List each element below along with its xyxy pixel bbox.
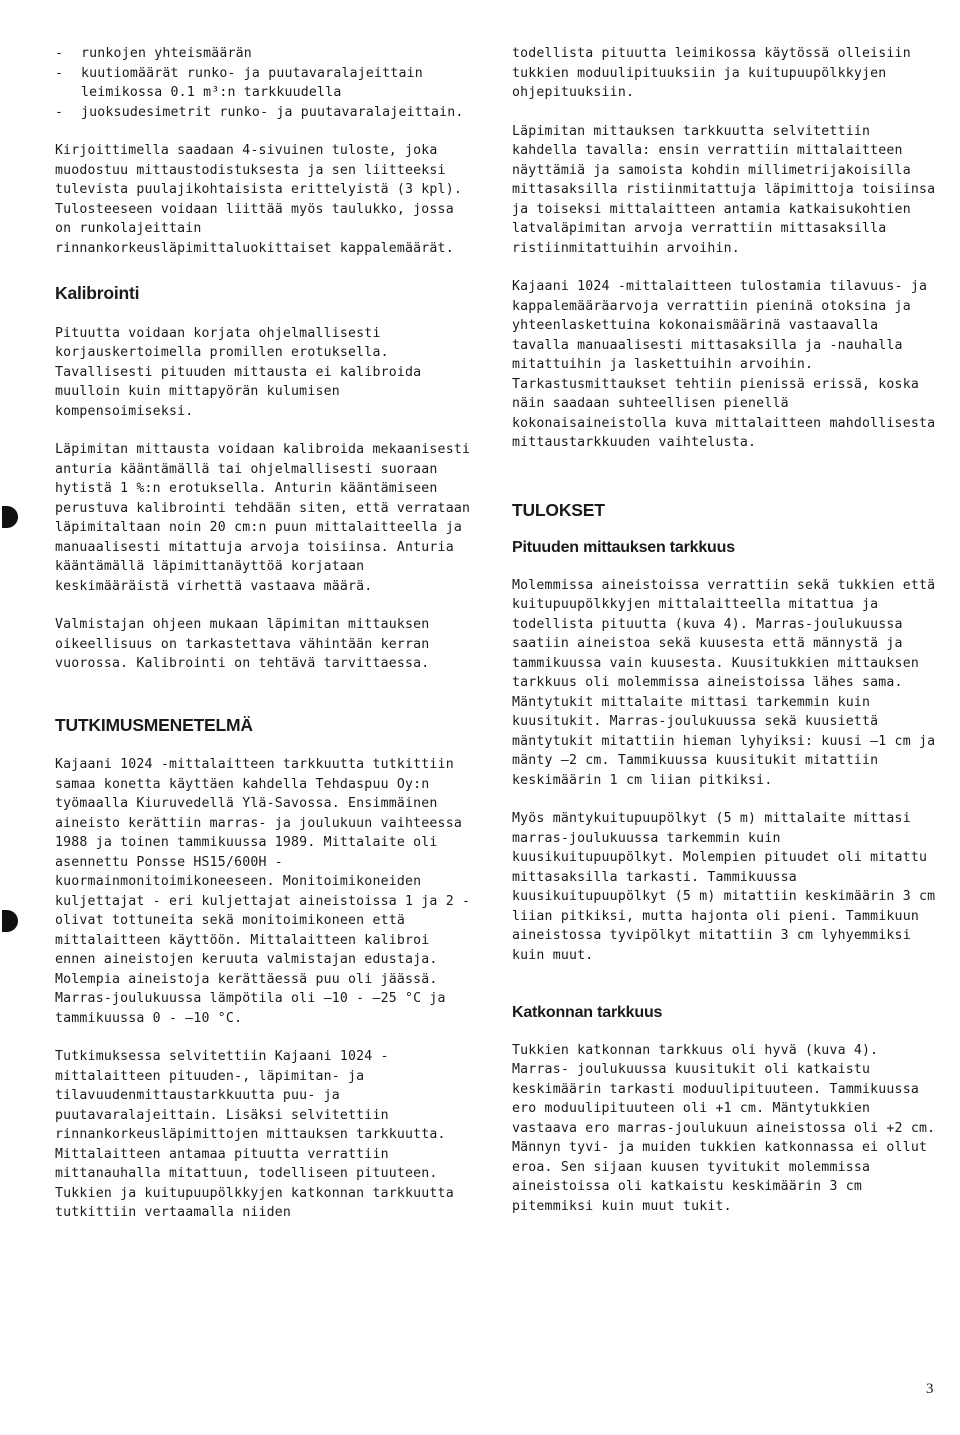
- paragraph-length-results: Molemmissa aineistoissa verrattiin sekä tukkien että kuitupuupölkkyjen mittalaitteella mitattua ja todellista pituutta (kuva 4). Marras-joulukuussa saatiin aineistoa sekä kuusesta että männystä ja tammikuussa vain kuusesta. Kuusitukkien mittauksen tarkkuus oli molemmissa aineistoissa lähes sama. Mäntytukit mittalaite mittasi tarkemmin kuin kuusitukit. Marras-joulukuussa sekä kuusiettä mäntytukit mitattiin hieman lyhyiksi: kuusi —1 cm ja mänty —2 cm. Tammikuussa kuusitukit mitattiin keskimäärin 1 cm liian pitkiksi.: [512, 577, 936, 788]
- paragraph-study-scope: Tutkimuksessa selvitettiin Kajaani 1024 -mittalaitteen pituuden-, läpimitan- ja tilavuudenmittaustarkkuutta puu- ja puutavaralajeittain. Lisäksi selvitettiin rinnankorkeusläpimittojen mittauksen tarkkuutta. Mittalaitteen antamaa pituutta verrattiin mittanauhalla mitattuun, todelliseen pituuteen. Tukkien ja kuitupuupölkkyjen katkonnan tarkkuutta tutkittiin vertaamalla niiden: [55, 1049, 454, 1220]
- paragraph-length-calibration: Pituutta voidaan korjata ohjelmallisesti korjauskertoimella promillen erotuksella. Tavallisesti pituuden mittausta ei kalibroida muulloin kuin mittapyörän kulumisen kompensoimiseksi.: [55, 325, 422, 419]
- heading-kalibrointi: Kalibrointi: [55, 283, 140, 303]
- heading-pituuden-tarkkuus: Pituuden mittauksen tarkkuus: [512, 539, 735, 556]
- list-item: - kuutiomäärät runko- ja puutavaralajeittain leimikossa 0.1 m³:n tarkkuudella: [55, 64, 475, 103]
- list-item: - runkojen yhteismäärän: [55, 44, 475, 64]
- left-column: [55, 44, 475, 1242]
- paragraph-pulpwood-results: Myös mäntykuitupuupölkyt (5 m) mittalaite mittasi marras-joulukuussa tarkemmin kuin kuusikuitupuupölkyt. Molempien pituudet oli mitattu mittasaksilla tarkasti. Tammikuussa kuusikuitupuupölkyt (5 m) mitattiin keskimäärin 3 cm liian pitkiksi, mutta hajonta oli pieni. Tammikuun aineistossa tyvipölkyt mitattiin 3 cm lyhyemmiksi kuin muut.: [512, 811, 936, 963]
- heading-tulokset: TULOKSET: [512, 499, 605, 520]
- page-number: 3: [926, 1381, 934, 1397]
- heading-katkonnan-tarkkuus: Katkonnan tarkkuus: [512, 1004, 663, 1021]
- paragraph-volume-method: Kajaani 1024 -mittalaitteen tulostamia tilavuus- ja kappalemääräarvoja verrattiin pieninä otoksina ja yhteenlaskettuina kokonaismäärinä vastaavalla tavalla manuaalisesti mittasaksilla ja -nauhalla mitattuihin ja laskettuihin arvoihin. Tarkastusmittaukset tehtiin pienissä erissä, koska näin saadaan suhteellisen pienellä kokonaisaineistolla kuva mittalaitteen mahdollisesta mittaustarkkuuden vaihtelusta.: [512, 279, 936, 450]
- bullet-list: [55, 44, 475, 122]
- right-column: [512, 44, 940, 1235]
- heading-tutkimusmenetelma: TUTKIMUSMENETELMÄ: [55, 714, 253, 735]
- paragraph-bucking-results: Tukkien katkonnan tarkkuus oli hyvä (kuva 4). Marras- joulukuussa kuusitukit oli katkaistu keskimäärin tarkasti moduulipituuteen. Tammikuussa ero moduulipituuteen oli +1 cm. Mäntytukkien vastaava ero marras-joulukuun aineistossa oli +2 cm. Männyn tyvi- ja muiden tukkien katkonnassa ei ollut eroa. Sen sijaan kuusen tyvitukit molemmissa aineistoissa oli katkaistu keskimäärin 3 cm pitemmiksi kuin muut tukit.: [512, 1042, 936, 1214]
- paragraph-diameter-method: Läpimitan mittauksen tarkkuutta selvitettiin kahdella tavalla: ensin verrattiin mittalaitteen näyttämiä ja samoista kohdin millimetrijakoisilla mittasaksilla ristiinmitattuja läpimittoja toisiinsa ja toiseksi mittalaitteen antamia katkaisukohtien latvaläpimitan arvoja verrattiin mittasaksilla ristiinmitattuihin arvoihin.: [512, 123, 936, 256]
- punch-hole-bottom: [2, 910, 18, 932]
- paragraph-length-comparison: todellista pituutta leimikossa käytössä olleisiin tukkien moduulipituuksiin ja kuitupuupölkkyjen ohjepituuksiin.: [512, 46, 911, 100]
- list-item: - juoksudesimetrit runko- ja puutavaralajeittain.: [55, 103, 475, 123]
- punch-hole-top: [2, 506, 18, 528]
- paragraph-printout: Kirjoittimella saadaan 4-sivuinen tuloste, joka muodostuu mittaustodistuksesta ja sen liitteeksi tulevista puulajikohtaisista erittelyistä (3 kpl). Tulosteeseen voidaan liittää myös taulukko, jossa on runkolajeittain rinnankorkeusläpimittaluokittaiset kappalemäärät.: [55, 143, 462, 256]
- paragraph-manufacturer-instructions: Valmistajan ohjeen mukaan läpimitan mittauksen oikeellisuus on tarkastettava vähintään kerran vuorossa. Kalibrointi on tehtävä tarvittaessa.: [55, 617, 430, 671]
- paragraph-diameter-calibration: Läpimitan mittausta voidaan kalibroida mekaanisesti anturia kääntämällä tai ohjelmallisesti suoraan hytistä 1 %:n erotuksella. Anturin kääntämiseen perustuva kalibrointi tehdään siten, että verrataan läpimitaltaan noin 20 cm:n puun mittalaitteella ja manuaalisesti mitattuja arvoja toisiinsa. Anturia kääntämällä läpimittanäyttöä korjataan keskimääräistä virhettä vastaava määrä.: [55, 442, 471, 594]
- paragraph-study-setup: Kajaani 1024 -mittalaitteen tarkkuutta tutkittiin samaa konetta käyttäen kahdella Tehdaspuu Oy:n työmaalla Kiuruvedellä Ylä-Savossa. Ensimmäinen aineisto kerättiin marras- ja joulukuun vaihteessa 1988 ja toinen tammikuussa 1989. Mittalaite oli asennettu Ponsse HS15/600H -kuormainmonitoimikoneeseen. Monitoimikoneiden kuljettajat - eri kuljettajat aineistoissa 1 ja 2 - olivat tottuneita sekä monitoimikoneen että mittalaitteen käyttöön. Mittalaitteen kalibroi ennen aineistojen keruuta valmistajan edustaja. Molempia aineistoja kerättäessä puu oli jäässä. Marras-joulukuussa lämpötila oli —10 - —25 °C ja tammikuussa 0 - —10 °C.: [55, 757, 471, 1026]
